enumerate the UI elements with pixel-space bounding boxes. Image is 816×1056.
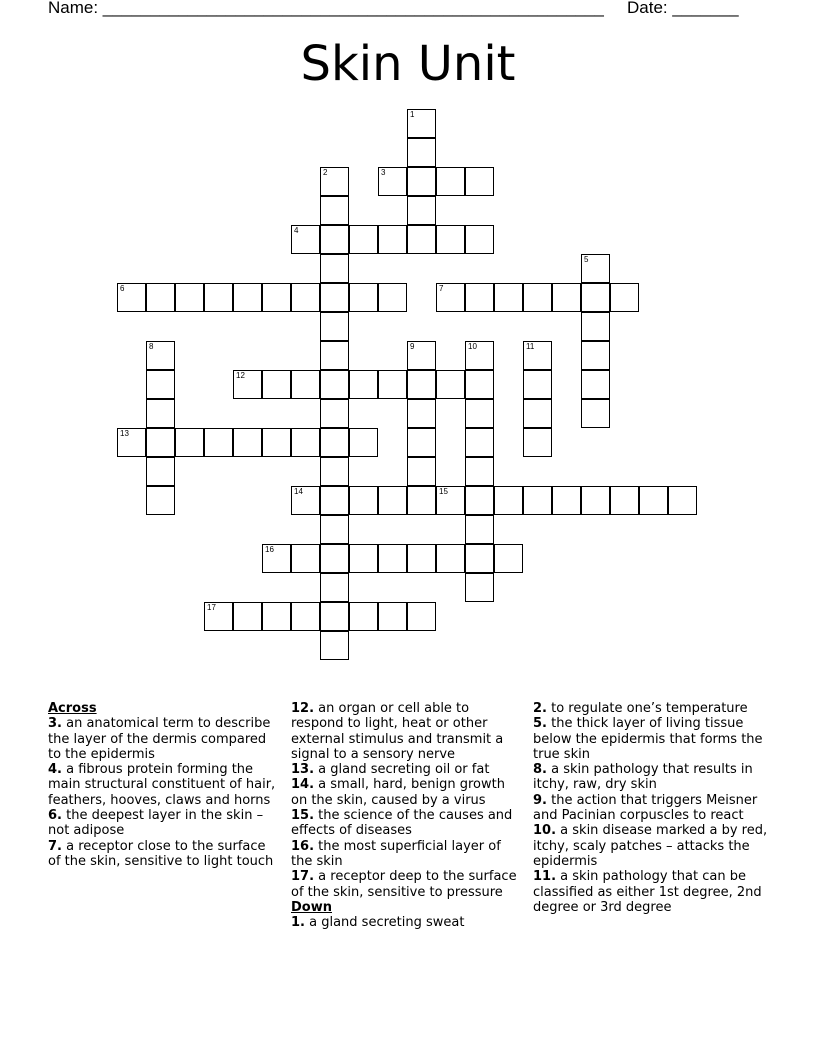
grid-cell[interactable]: [349, 283, 378, 312]
clue-text: the deepest layer in the skin – not adipose: [48, 808, 264, 839]
grid-cell[interactable]: [465, 515, 494, 544]
cell-number: 15: [439, 487, 448, 496]
grid-cell[interactable]: [320, 399, 349, 428]
grid-cell[interactable]: [581, 399, 610, 428]
grid-cell[interactable]: [378, 486, 407, 515]
grid-cell[interactable]: [175, 428, 204, 457]
grid-cell[interactable]: [291, 486, 320, 515]
cell-number: 17: [207, 603, 216, 612]
clue-text: a skin disease marked a by red, itchy, scaly patches – attacks the epidermis: [533, 823, 768, 869]
grid-cell[interactable]: [349, 428, 378, 457]
grid-cell[interactable]: [581, 254, 610, 283]
clue-number: 15.: [291, 808, 315, 824]
clue-number: 3.: [48, 716, 62, 732]
grid-cell[interactable]: [610, 486, 639, 515]
clue-number: 1.: [291, 915, 305, 931]
grid-cell[interactable]: [639, 486, 668, 515]
grid-cell[interactable]: [581, 283, 610, 312]
grid-cell[interactable]: [262, 370, 291, 399]
grid-cell[interactable]: [320, 631, 349, 660]
grid-cell[interactable]: [291, 428, 320, 457]
grid-cell[interactable]: [320, 254, 349, 283]
grid-cell[interactable]: [291, 602, 320, 631]
grid-cell[interactable]: [436, 486, 465, 515]
grid-cell[interactable]: [523, 370, 552, 399]
grid-cell[interactable]: [465, 457, 494, 486]
clue-text: a receptor deep to the surface of the skin, sensitive to pressure: [291, 869, 517, 900]
clue-text: a gland secreting sweat: [309, 915, 465, 931]
grid-cell[interactable]: [291, 544, 320, 573]
grid-cell[interactable]: [523, 486, 552, 515]
grid-cell[interactable]: [436, 283, 465, 312]
cell-number: 9: [410, 342, 415, 351]
grid-cell[interactable]: [320, 573, 349, 602]
cell-number: 12: [236, 371, 245, 380]
cell-number: 13: [120, 429, 129, 438]
grid-cell[interactable]: [262, 544, 291, 573]
grid-cell[interactable]: [552, 486, 581, 515]
grid-cell[interactable]: [233, 370, 262, 399]
grid-cell[interactable]: [465, 283, 494, 312]
clue-text: a gland secreting oil or fat: [318, 762, 490, 778]
grid-cell[interactable]: [146, 457, 175, 486]
clue-number: 2.: [533, 701, 547, 716]
grid-cell[interactable]: [407, 602, 436, 631]
grid-cell[interactable]: [291, 370, 320, 399]
grid-cell[interactable]: [436, 225, 465, 254]
grid-cell[interactable]: [581, 341, 610, 370]
clue-text: a skin pathology that can be classified as either 1st degree, 2nd degree or 3rd degree: [533, 869, 762, 915]
clue-across-15: [291, 808, 523, 839]
clues-column-3: [533, 701, 769, 915]
grid-cell[interactable]: [407, 457, 436, 486]
grid-cell[interactable]: [465, 370, 494, 399]
grid-cell[interactable]: [291, 283, 320, 312]
grid-cell[interactable]: [320, 283, 349, 312]
grid-cell[interactable]: [320, 225, 349, 254]
clue-text: a fibrous protein forming the main structural constituent of hair, feathers, hooves, claws and horns: [48, 762, 276, 808]
date-field-label: Date: _______: [627, 0, 739, 17]
grid-cell[interactable]: [378, 602, 407, 631]
grid-cell[interactable]: [146, 341, 175, 370]
cell-number: 1: [410, 110, 415, 119]
clue-across-14: [291, 777, 523, 808]
grid-cell[interactable]: [523, 428, 552, 457]
grid-cell[interactable]: [320, 515, 349, 544]
cell-number: 2: [323, 168, 328, 177]
grid-cell[interactable]: [523, 399, 552, 428]
cell-number: 8: [149, 342, 154, 351]
cell-number: 6: [120, 284, 125, 293]
grid-cell[interactable]: [349, 544, 378, 573]
clue-text: an organ or cell able to respond to light, heat or other external stimulus and transmit a signal to a sensory nerve: [291, 701, 504, 762]
grid-cell[interactable]: [407, 544, 436, 573]
clue-across-17: [291, 869, 523, 900]
grid-cell[interactable]: [465, 167, 494, 196]
grid-cell[interactable]: [494, 283, 523, 312]
clue-text: an anatomical term to describe the layer of the dermis compared to the epidermis: [48, 716, 271, 762]
clue-number: 4.: [48, 762, 62, 778]
grid-cell[interactable]: [552, 283, 581, 312]
clue-number: 5.: [533, 716, 547, 732]
across-heading: Across: [48, 701, 97, 716]
clue-across-3: [48, 716, 278, 762]
clue-text: a receptor close to the surface of the skin, sensitive to light touch: [48, 838, 274, 869]
grid-cell[interactable]: [204, 283, 233, 312]
cell-number: 10: [468, 342, 477, 351]
clues-column-1: [48, 701, 278, 869]
cell-number: 11: [526, 342, 535, 351]
clue-number: 9.: [533, 792, 547, 808]
cell-number: 14: [294, 487, 303, 496]
grid-cell[interactable]: [320, 370, 349, 399]
grid-cell[interactable]: [465, 399, 494, 428]
clue-number: 17.: [291, 869, 315, 885]
name-field-label: Name: _____________________________________________________: [48, 0, 604, 17]
clue-down-8: [533, 762, 769, 793]
grid-cell[interactable]: [407, 109, 436, 138]
clue-across-7: [48, 839, 278, 870]
clue-text: to regulate one’s temperature: [551, 701, 748, 716]
grid-cell[interactable]: [291, 225, 320, 254]
grid-cell[interactable]: [407, 138, 436, 167]
grid-cell[interactable]: [465, 341, 494, 370]
clue-text: the thick layer of living tissue below the epidermis that forms the true skin: [533, 716, 763, 762]
clue-number: 10.: [533, 823, 557, 839]
grid-cell[interactable]: [262, 602, 291, 631]
grid-cell[interactable]: [407, 225, 436, 254]
clue-text: a small, hard, benign growth on the skin, caused by a virus: [291, 777, 505, 808]
clue-down-2: [533, 701, 769, 716]
grid-cell[interactable]: [146, 283, 175, 312]
grid-cell[interactable]: [320, 341, 349, 370]
grid-cell[interactable]: [320, 602, 349, 631]
down-heading: Down: [291, 899, 332, 915]
grid-cell[interactable]: [465, 428, 494, 457]
grid-cell[interactable]: [320, 312, 349, 341]
grid-cell[interactable]: [378, 283, 407, 312]
grid-cell[interactable]: [146, 486, 175, 515]
clue-across-12: [291, 701, 523, 762]
grid-cell[interactable]: [494, 544, 523, 573]
grid-cell[interactable]: [465, 573, 494, 602]
grid-cell[interactable]: [262, 428, 291, 457]
clue-text: a skin pathology that results in itchy, raw, dry skin: [533, 762, 753, 793]
grid-cell[interactable]: [117, 283, 146, 312]
clue-down-11: [533, 869, 769, 915]
grid-cell[interactable]: [465, 544, 494, 573]
grid-cell[interactable]: [262, 283, 291, 312]
grid-cell[interactable]: [349, 486, 378, 515]
grid-cell[interactable]: [320, 457, 349, 486]
grid-cell[interactable]: [436, 370, 465, 399]
grid-cell[interactable]: [494, 486, 523, 515]
clue-across-13: [291, 762, 523, 777]
grid-cell[interactable]: [146, 370, 175, 399]
grid-cell[interactable]: [378, 167, 407, 196]
grid-cell[interactable]: [349, 602, 378, 631]
clue-number: 14.: [291, 777, 315, 793]
grid-cell[interactable]: [610, 283, 639, 312]
grid-cell[interactable]: [117, 428, 146, 457]
grid-cell[interactable]: [349, 225, 378, 254]
clue-text: the action that triggers Meisner and Pacinian corpuscles to react: [533, 792, 758, 824]
grid-cell[interactable]: [523, 283, 552, 312]
grid-cell[interactable]: [523, 341, 552, 370]
grid-cell[interactable]: [436, 167, 465, 196]
grid-cell[interactable]: [378, 370, 407, 399]
grid-cell[interactable]: [146, 428, 175, 457]
clue-number: 13.: [291, 762, 315, 778]
clue-down-1: [291, 915, 523, 930]
grid-cell[interactable]: [407, 341, 436, 370]
grid-cell[interactable]: [581, 312, 610, 341]
grid-cell[interactable]: [407, 370, 436, 399]
grid-cell[interactable]: [581, 370, 610, 399]
clue-down-10: [533, 823, 769, 869]
clue-across-4: [48, 762, 278, 808]
cell-number: 5: [584, 255, 589, 264]
clue-down-5: [533, 716, 769, 762]
clue-across-6: [48, 808, 278, 839]
clue-number: 16.: [291, 838, 315, 854]
grid-cell[interactable]: [407, 196, 436, 225]
clue-number: 6.: [48, 808, 62, 824]
page-title: Skin Unit: [300, 36, 516, 92]
grid-cell[interactable]: [204, 602, 233, 631]
grid-cell[interactable]: [407, 167, 436, 196]
grid-cell[interactable]: [407, 428, 436, 457]
clue-number: 11.: [533, 869, 557, 885]
grid-cell[interactable]: [320, 544, 349, 573]
grid-cell[interactable]: [320, 167, 349, 196]
grid-cell[interactable]: [378, 225, 407, 254]
grid-cell[interactable]: [668, 486, 697, 515]
grid-cell[interactable]: [320, 486, 349, 515]
grid-cell[interactable]: [204, 428, 233, 457]
grid-cell[interactable]: [233, 602, 262, 631]
clue-text: the most superficial layer of the skin: [291, 838, 501, 869]
grid-cell[interactable]: [407, 486, 436, 515]
grid-cell[interactable]: [436, 544, 465, 573]
grid-cell[interactable]: [146, 399, 175, 428]
grid-cell[interactable]: [465, 225, 494, 254]
grid-cell[interactable]: [320, 196, 349, 225]
grid-cell[interactable]: [581, 486, 610, 515]
clue-across-16: [291, 839, 523, 870]
grid-cell[interactable]: [233, 283, 262, 312]
cell-number: 3: [381, 168, 386, 177]
cell-number: 4: [294, 226, 299, 235]
clue-down-9: [533, 793, 769, 824]
grid-cell[interactable]: [465, 486, 494, 515]
grid-cell[interactable]: [233, 428, 262, 457]
grid-cell[interactable]: [378, 544, 407, 573]
clue-number: 12.: [291, 701, 315, 716]
clue-number: 8.: [533, 762, 547, 778]
grid-cell[interactable]: [175, 283, 204, 312]
clue-text: the science of the causes and effects of diseases: [291, 808, 513, 839]
grid-cell[interactable]: [320, 428, 349, 457]
grid-cell[interactable]: [407, 399, 436, 428]
clues-column-2: [291, 701, 523, 930]
clue-number: 7.: [48, 838, 62, 854]
cell-number: 7: [439, 284, 444, 293]
cell-number: 16: [265, 545, 274, 554]
grid-cell[interactable]: [349, 370, 378, 399]
